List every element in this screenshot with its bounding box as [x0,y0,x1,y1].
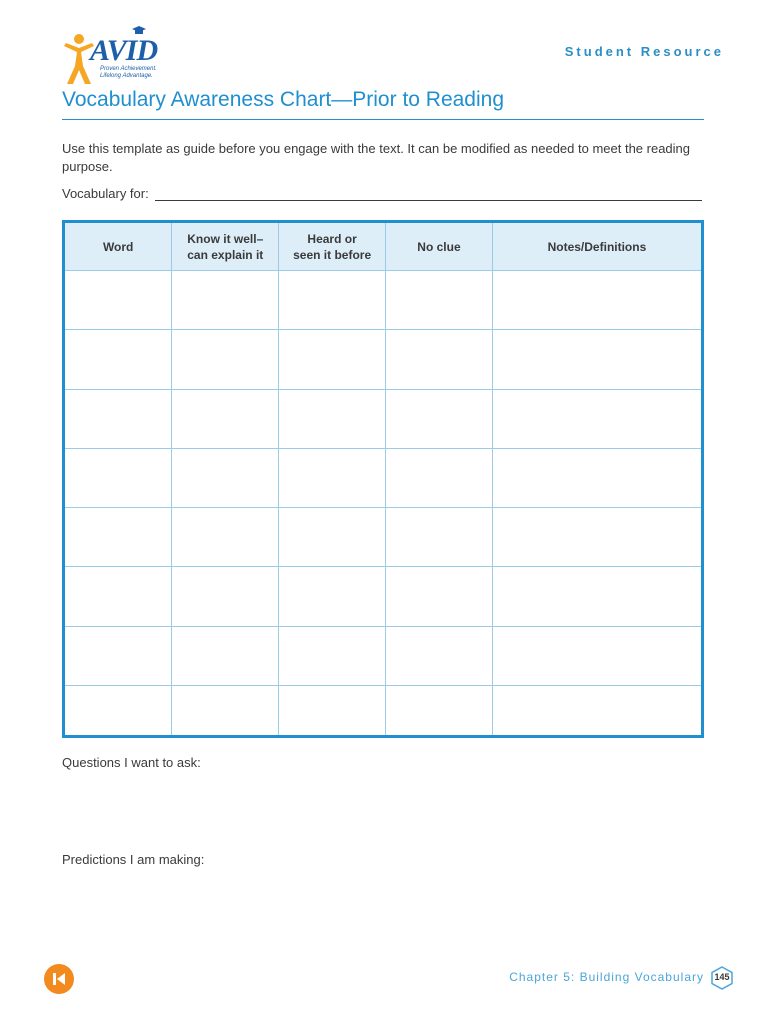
table-cell[interactable] [279,626,386,685]
page-title: Vocabulary Awareness Chart—Prior to Reading [62,88,505,111]
table-row [65,567,701,626]
table-cell[interactable] [279,508,386,567]
table-cell[interactable] [386,271,493,330]
table-cell[interactable] [279,448,386,507]
table-cell[interactable] [492,567,701,626]
table-cell[interactable] [279,567,386,626]
table-cell[interactable] [65,508,172,567]
table-cell[interactable] [65,448,172,507]
table-cell[interactable] [65,567,172,626]
table-cell[interactable] [492,626,701,685]
table-cell[interactable] [279,686,386,735]
table-cell[interactable] [65,626,172,685]
table-cell[interactable] [172,271,279,330]
table-cell[interactable] [172,448,279,507]
table-cell[interactable] [386,448,493,507]
table-cell[interactable] [492,389,701,448]
table-cell[interactable] [172,389,279,448]
questions-label: Questions I want to ask: [62,755,201,770]
vocabulary-for-field[interactable] [155,188,702,201]
column-header: Know it well– can explain it [172,223,279,271]
table-cell[interactable] [386,686,493,735]
table-cell[interactable] [492,330,701,389]
column-header: No clue [386,223,493,271]
page-number-badge [710,966,734,990]
table-row [65,330,701,389]
table-cell[interactable] [386,330,493,389]
table-cell[interactable] [386,389,493,448]
table-cell[interactable] [65,389,172,448]
table-cell[interactable] [172,508,279,567]
vocabulary-for-row [62,186,702,201]
table-row [65,448,701,507]
table-cell[interactable] [492,448,701,507]
back-arrow-icon [44,964,74,994]
table-row [65,626,701,685]
table-cell[interactable] [279,330,386,389]
table-cell[interactable] [172,626,279,685]
table-row [65,389,701,448]
intro-text: Use this template as guide before you engage with the text. It can be modified as needed to meet the reading purpose. [62,141,691,174]
vocabulary-table [65,223,701,735]
logo-wordmark: AVID [90,34,158,67]
table-cell[interactable] [279,271,386,330]
table-cell[interactable] [172,686,279,735]
predictions-label: Predictions I am making: [62,852,205,867]
vocabulary-for-label: Vocabulary for: [62,186,149,201]
table-header-row [65,223,701,271]
chapter-label: Chapter 5: Building Vocabulary [509,970,704,984]
resource-label: Student Resource [564,44,724,59]
page-number: 145 [714,972,730,982]
table-cell[interactable] [492,686,701,735]
table-cell[interactable] [386,508,493,567]
back-button[interactable] [44,964,74,994]
table-cell[interactable] [65,271,172,330]
table-row [65,508,701,567]
column-header: Word [65,223,172,271]
title-divider [62,119,704,120]
table-row [65,686,701,735]
table-cell[interactable] [386,567,493,626]
table-cell[interactable] [172,330,279,389]
table-cell[interactable] [492,271,701,330]
table-cell[interactable] [65,686,172,735]
table-cell[interactable] [65,330,172,389]
table-cell[interactable] [279,389,386,448]
table-row [65,271,701,330]
vocabulary-chart [62,220,704,738]
table-cell[interactable] [492,508,701,567]
avid-logo [62,26,172,86]
column-header: Notes/Definitions [492,223,701,271]
logo-tagline: Proven Achievement. Lifelong Advantage. [100,66,157,79]
table-cell[interactable] [172,567,279,626]
table-cell[interactable] [386,626,493,685]
column-header: Heard or seen it before [279,223,386,271]
